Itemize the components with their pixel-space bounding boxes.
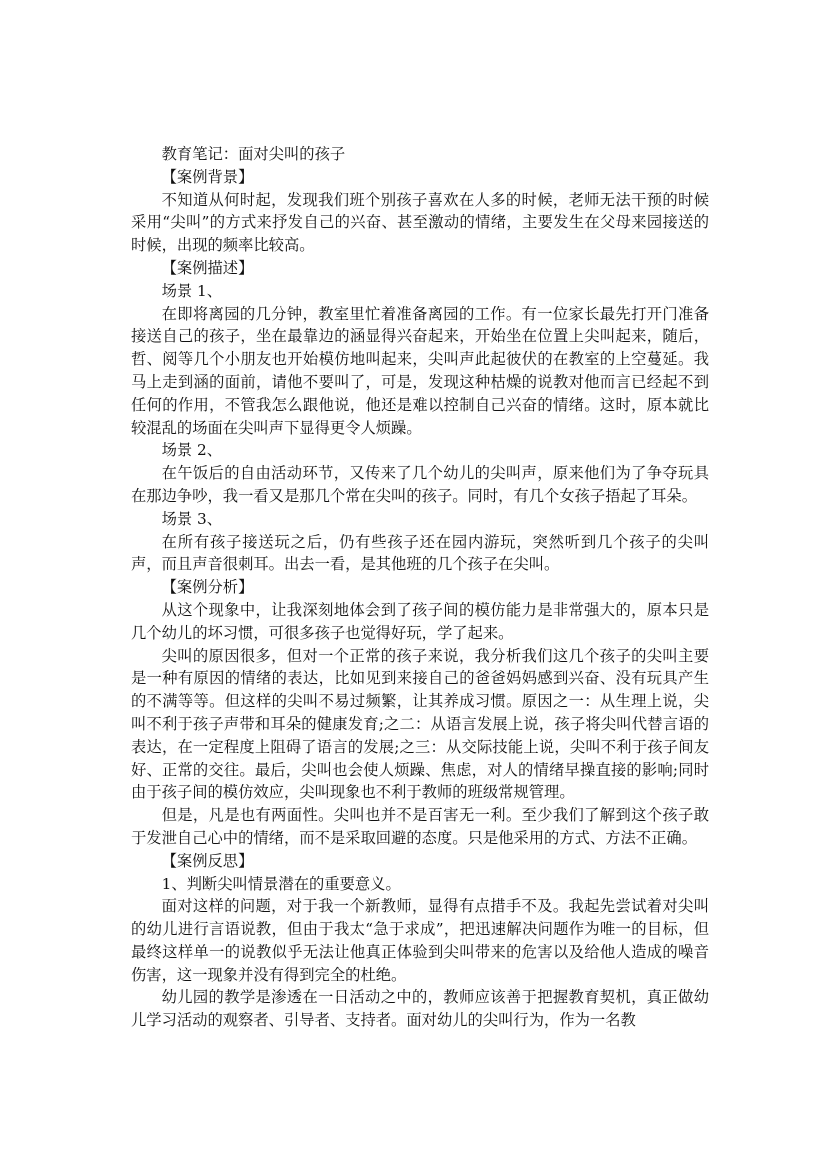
heading-background: 【案例背景】: [161, 167, 254, 186]
analysis-paragraph-1: 从这个现象中，让我深刻地体会到了孩子间的模仿能力是非常强大的，原本只是几个幼儿的坏习惯，可很多孩子也觉得好玩，学了起来。: [131, 600, 709, 642]
analysis-paragraph-3: 但是，凡是也有两面性。尖叫也并不是百害无一利。至少我们了解到这个孩子敢于发泄自己心中的情绪，而不是采取回避的态度。只是他采用的方式、方法不正确。: [131, 806, 709, 847]
reflection-paragraph-2: 幼儿园的教学是渗透在一日活动之中的，教师应该善于把握教育契机，真正做幼儿学习活动的观察者、引导者、支持者。面对幼儿的尖叫行为，作为一名教: [131, 988, 709, 1030]
paragraph-background: 不知道从何时起，发现我们班个别孩子喜欢在人多的时候，老师无法干预的时候采用“尖叫”的方式来抒发自己的兴奋、甚至激动的情绪，主要发生在父母来园接送的时候，出现的频率比较高。: [131, 190, 709, 255]
scene-2-label: 场景 2、: [161, 441, 223, 460]
scene-3-label: 场景 3、: [161, 509, 223, 528]
document-body: [131, 143, 709, 1032]
reflection-paragraph-1: 面对这样的问题，对于我一个新教师，显得有点措手不及。我起先尝试着对尖叫的幼儿进行言语说教，但由于我太“急于求成”，把迅速解决问题作为唯一的目标，但最终这样单一的说教似乎无法让他真正体验到尖叫带来的危害以及给他人造成的噪音伤害，这一现象并没有得到完全的杜绝。: [131, 897, 709, 984]
scene-3-text: 在所有孩子接送玩之后，仍有些孩子还在园内游玩，突然听到几个孩子的尖叫声，而且声音很刺耳。出去一看，是其他班的几个孩子在尖叫。: [131, 532, 709, 574]
analysis-paragraph-2: 尖叫的原因很多，但对一个正常的孩子来说，我分析我们这几个孩子的尖叫主要是一种有原因的情绪的表达，比如见到来接自己的爸爸妈妈感到兴奋、没有玩具产生的不满等等。但这样的尖叫不易过频繁，让其养成习惯。原因之一：从生理上说，尖叫不利于孩子声带和耳朵的健康发育;之二：从语言发展上说，孩子将尖叫代替言语的表达，在一定程度上阻碍了语言的发展;之三：从交际技能上说，尖叫不利于孩子间友好、正常的交往。最后，尖叫也会使人烦躁、焦虑，对人的情绪早操直接的影响;同时由于孩子间的模仿效应，尖叫现象也不利于教师的班级常规管理。: [131, 646, 709, 802]
heading-analysis: 【案例分析】: [161, 578, 254, 597]
scene-1-text: 在即将离园的几分钟，教室里忙着准备离园的工作。有一位家长最先打开门准备接送自己的孩子，坐在最靠边的涵显得兴奋起来，开始坐在位置上尖叫起来，随后，哲、阅等几个小朋友也开始模仿地叫起来，尖叫声此起彼伏的在教室的上空蔓延。我马上走到涵的面前，请他不要叫了，可是，发现这种枯燥的说教对他而言已经起不到任何的作用，不管我怎么跟他说，他还是难以控制自己兴奋的情绪。这时，原本就比较混乱的场面在尖叫声下显得更令人烦躁。: [131, 304, 709, 437]
heading-description: 【案例描述】: [161, 258, 254, 277]
reflection-point-1: 1、判断尖叫情景潜在的重要意义。: [161, 874, 401, 893]
heading-reflection: 【案例反思】: [161, 851, 254, 870]
scene-2-text: 在午饭后的自由活动环节，又传来了几个幼儿的尖叫声，原来他们为了争夺玩具在那边争吵，我一看又是那几个常在尖叫的孩子。同时，有几个女孩子捂起了耳朵。: [131, 464, 709, 505]
scene-1-label: 场景 1、: [161, 281, 223, 300]
document-title: 教育笔记：面对尖叫的孩子: [161, 145, 346, 163]
